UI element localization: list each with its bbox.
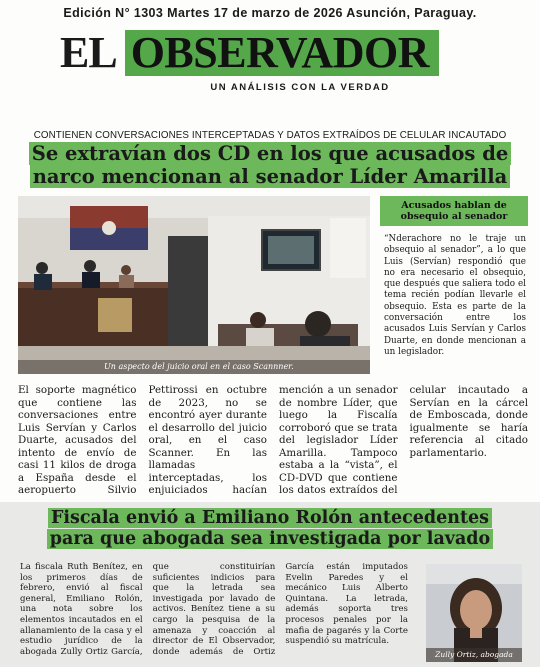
courtroom-photo-caption: Un aspecto del juicio oral en el caso Scannner. (18, 360, 370, 374)
sidebar-body: “Nderachore no le traje un obsequio al senador”, a lo que Luis (Servían) respondió que no era necesario el obsequio, que después que saliera todo el tema recién podían llevarle el obsequio. Esta es parte de la conversación entre los acusados Luis Servían y Carlos Duarte, en donde mencionan a un legislador. (384, 234, 526, 357)
article2-section (0, 502, 540, 667)
article1-kicker: CONTIENEN CONVERSACIONES INTERCEPTADAS Y DATOS EXTRAÍDOS DE CELULAR INCAUTADO (33, 130, 507, 141)
article1-headline-line1: Se extravían dos CD en los que acusados de (29, 142, 512, 165)
tagline: UN ANÁLISIS CON LA VERDAD (210, 82, 390, 93)
article2-body: La fiscala Ruth Benítez, en los primeros días de febrero, envió al fiscal general, Emiliano Rolón, una nota sobre los elementos incautados en el allanamiento de la casa y el estudio jurídico de la abogada Zully Ortiz García, que constituirían suficientes indicios para que la letrada sea investigada por lavado de activos. Benítez tiene a su cargo la pesquisa de la amenaza y coacción al director de El Observador, donde además de Ortiz García están imputados Evelin Paredes y el mecánico Luis Alberto Quintana. La letrada, además soporta tres procesos penales por la mafia de pagarés y la Corte suspendió su matrícula. (20, 562, 408, 657)
article1-body: El soporte magnético que contiene las conversaciones entre Luis Servían y Carlos Duarte, acusados del intento de envío de casi 11 kilos de droga a España desde el aeropuerto Silvio Pettirossi en octubre de 2023, no se encontró ayer durante el desarrollo del juicio oral, en el caso Scanner. En las llamadas interceptadas, los enjuiciados hacían mención a un senador de nombre Líder, que luego la Fiscalía corroboró que se trata del legislador Líder Amarilla. Tampoco estaba a la “vista”, el CD-DVD que contiene los datos extraídos del celular incautado a Servían en la cárcel de Emboscada, donde igualmente se haría referencia al citado parlamentario. (18, 384, 528, 496)
courtroom-photo-illustration (18, 196, 370, 374)
edition-line: Edición N° 1303 Martes 17 de marzo de 2026 Asunción, Paraguay. (63, 6, 477, 20)
masthead-logo (60, 30, 439, 76)
article2-headline-line2: para que abogada sea investigada por lavado (47, 529, 493, 549)
article1-headline (14, 142, 526, 188)
courtroom-photo (18, 196, 370, 374)
lawyer-photo (426, 564, 522, 662)
lawyer-photo-caption: Zully Ortiz, abogada (426, 648, 522, 662)
masthead-el: EL (60, 28, 117, 77)
article2-headline (14, 508, 526, 550)
article2-headline-line1: Fiscala envió a Emiliano Rolón antecedentes (48, 508, 492, 528)
sidebar-heading: Acusados hablan de obsequio al senador (380, 196, 528, 226)
sidebar-box (380, 196, 528, 358)
article1-headline-line2: narco mencionan al senador Líder Amarilla (30, 165, 511, 188)
masthead-observador: OBSERVADOR (125, 30, 439, 76)
